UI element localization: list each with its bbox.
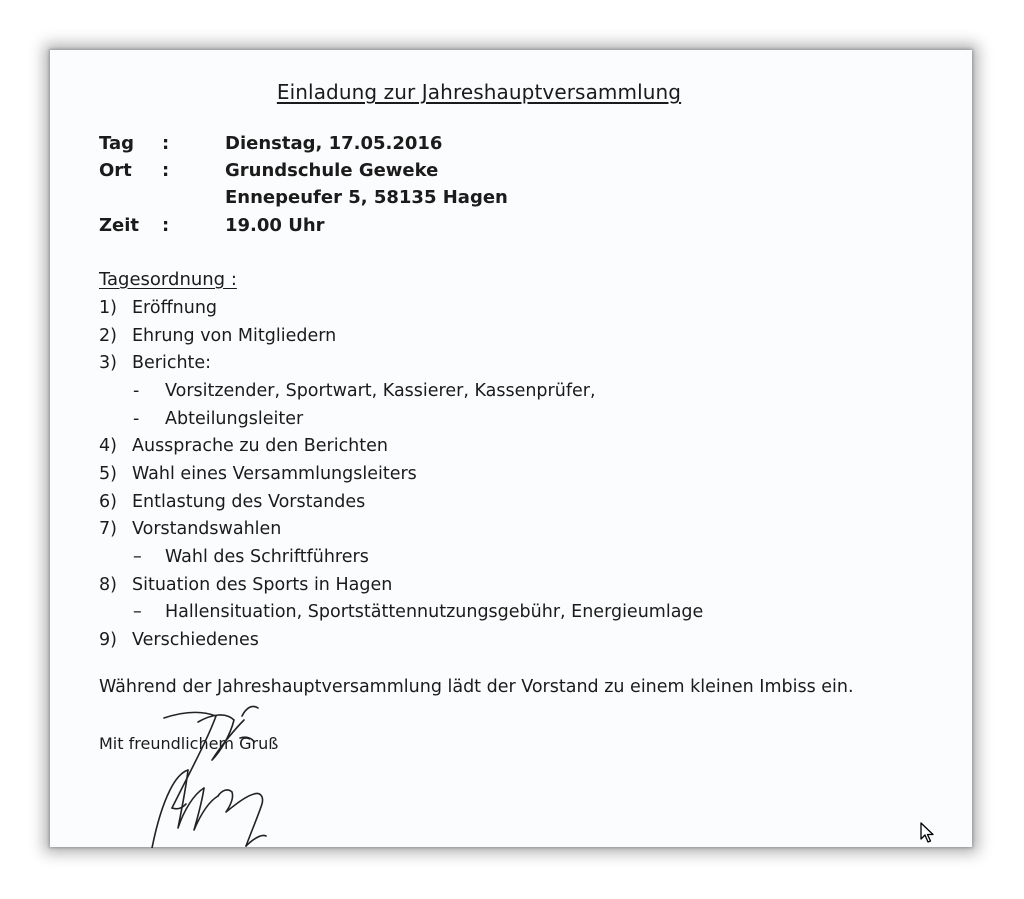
info-value: 19.00 Uhr bbox=[225, 215, 325, 236]
greeting: Mit freundlichem Gruß bbox=[99, 734, 279, 753]
info-colon: : bbox=[162, 160, 170, 181]
agenda-text: Eröffnung bbox=[132, 298, 218, 318]
document-page bbox=[50, 50, 972, 847]
agenda-heading: Tagesordnung : bbox=[99, 269, 237, 290]
agenda-number: 6) bbox=[99, 492, 117, 512]
info-colon: : bbox=[162, 133, 170, 154]
info-colon: : bbox=[162, 215, 170, 236]
agenda-number: 5) bbox=[99, 464, 117, 484]
info-value: Ennepeufer 5, 58135 Hagen bbox=[225, 187, 508, 208]
agenda-number: 3) bbox=[99, 353, 117, 373]
agenda-text: Verschiedenes bbox=[132, 630, 259, 650]
info-label: Ort bbox=[99, 160, 132, 181]
mouse-pointer-icon bbox=[920, 822, 936, 844]
agenda-subtext: Vorsitzender, Sportwart, Kassierer, Kassenprüfer, bbox=[165, 381, 596, 401]
agenda-subtext: Hallensituation, Sportstättennutzungsgebühr, Energieumlage bbox=[165, 602, 704, 622]
agenda-number: 7) bbox=[99, 519, 117, 539]
agenda-text: Situation des Sports in Hagen bbox=[132, 575, 393, 595]
agenda-number: 2) bbox=[99, 326, 117, 346]
info-label: Zeit bbox=[99, 215, 140, 236]
agenda-subtext: Abteilungsleiter bbox=[165, 409, 304, 429]
agenda-text: Aussprache zu den Berichten bbox=[132, 436, 388, 456]
agenda-text: Vorstandswahlen bbox=[132, 519, 282, 539]
agenda-text: Ehrung von Mitgliedern bbox=[132, 326, 337, 346]
agenda-dash: – bbox=[133, 602, 142, 622]
agenda-dash: - bbox=[133, 409, 140, 429]
agenda-number: 9) bbox=[99, 630, 117, 650]
agenda-text: Entlastung des Vorstandes bbox=[132, 492, 366, 512]
agenda-number: 4) bbox=[99, 436, 117, 456]
agenda-dash: – bbox=[133, 547, 142, 567]
agenda-text: Wahl eines Versammlungsleiters bbox=[132, 464, 417, 484]
closing-text: Während der Jahreshauptversammlung lädt der Vorstand zu einem kleinen Imbiss ein. bbox=[99, 677, 854, 697]
document-title: Einladung zur Jahreshauptversammlung bbox=[276, 80, 682, 104]
signature bbox=[142, 698, 292, 848]
info-value: Grundschule Geweke bbox=[225, 160, 439, 181]
agenda-dash: - bbox=[133, 381, 140, 401]
agenda-number: 8) bbox=[99, 575, 117, 595]
agenda-text: Berichte: bbox=[132, 353, 212, 373]
agenda-subtext: Wahl des Schriftführers bbox=[165, 547, 369, 567]
agenda-number: 1) bbox=[99, 298, 117, 318]
info-value: Dienstag, 17.05.2016 bbox=[225, 133, 443, 154]
info-label: Tag bbox=[99, 133, 134, 154]
